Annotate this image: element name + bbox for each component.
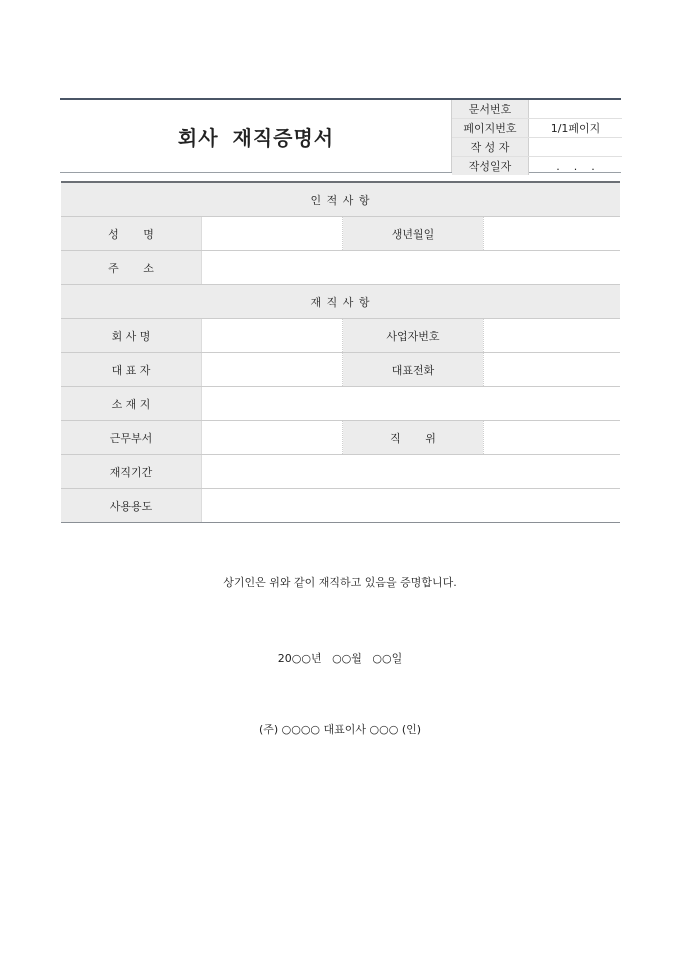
doc-number-field[interactable] [529,100,622,118]
row-address [61,250,620,284]
ceo-field[interactable] [201,353,343,386]
business-number-label: 사업자번호 [343,319,483,352]
created-date-field[interactable]: . . . [556,159,595,173]
meta-label: 작 성 자 [452,138,529,156]
meta-row-page-number [452,118,622,137]
meta-label: 작성일자 [452,157,529,175]
address-label: 주 소 [61,251,201,284]
ceo-label: 대 표 자 [61,353,201,386]
purpose-field[interactable] [201,489,620,522]
phone-label: 대표전화 [343,353,483,386]
meta-row-author [452,137,622,156]
row-location [61,386,620,420]
address-field[interactable] [201,251,620,284]
row-company-bizno [61,318,620,352]
section-personal: 인 적 사 항 [61,183,620,216]
purpose-label: 사용용도 [61,489,201,522]
company-name-field[interactable] [201,319,343,352]
row-period [61,454,620,488]
name-label: 성 명 [61,217,201,250]
phone-field[interactable] [483,353,620,386]
name-field[interactable] [201,217,343,250]
page-number-value: 1/1페이지 [550,122,601,135]
employment-period-label: 재직기간 [61,455,201,488]
certificate-form [61,181,620,523]
business-number-field[interactable] [483,319,620,352]
position-field[interactable] [483,421,620,454]
company-signature-line: (주) ○○○○ 대표이사 ○○○ (인) [258,723,422,736]
author-field[interactable] [529,138,622,156]
meta-label: 문서번호 [452,100,529,118]
department-label: 근무부서 [61,421,201,454]
department-field[interactable] [201,421,343,454]
meta-row-doc-number [452,100,622,118]
location-label: 소 재 지 [61,387,201,420]
document-header [60,98,621,173]
row-name-birth [61,216,620,250]
employment-period-field[interactable] [201,455,620,488]
birthdate-label: 생년월일 [343,217,483,250]
birthdate-field[interactable] [483,217,620,250]
position-label: 직 위 [343,421,483,454]
document-meta-table [451,100,622,172]
certification-statement: 상기인은 위와 같이 재직하고 있음을 증명합니다. [223,576,457,589]
document-title: 회사 재직증명서 [177,125,335,150]
meta-row-date [452,156,622,175]
location-field[interactable] [201,387,620,420]
row-purpose [61,488,620,522]
company-name-label: 회 사 명 [61,319,201,352]
row-dept-position [61,420,620,454]
meta-label: 페이지번호 [452,119,529,137]
issue-date: 20○○년 ○○월 ○○일 [277,652,403,665]
section-employment: 재 직 사 항 [61,284,620,318]
row-ceo-phone [61,352,620,386]
